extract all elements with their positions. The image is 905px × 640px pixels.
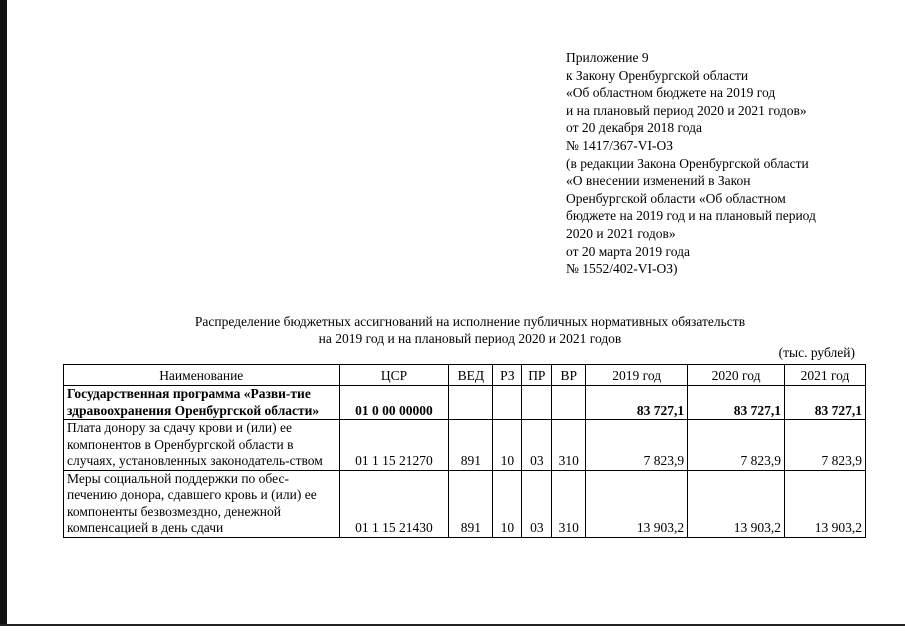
appendix-line: 2020 и 2021 годов» bbox=[566, 225, 676, 241]
header-2020: 2020 год bbox=[688, 365, 785, 386]
header-rz: РЗ bbox=[493, 365, 522, 386]
cell-rz: 10 bbox=[493, 420, 522, 471]
cell-ved: 891 bbox=[449, 420, 493, 471]
units-label: (тыс. рублей) bbox=[778, 345, 855, 360]
cell-rz: 10 bbox=[493, 470, 522, 537]
cell-rz bbox=[493, 386, 522, 420]
appendix-line: и на плановый период 2020 и 2021 годов» bbox=[566, 102, 807, 118]
cell-csr: 01 1 15 21270 bbox=[339, 420, 449, 471]
appendix-line: к Закону Оренбургской области bbox=[566, 67, 749, 83]
cell-name: Меры социальной поддержки по обес-печению донора, сдавшего кровь и (или) ее компоненты безвозмездно, денежной компенсацией в день сдачи bbox=[64, 470, 340, 537]
cell-name: Плата донору за сдачу крови и (или) ее компонентов в Оренбургской области в случаях, установленных законодатель-ством bbox=[64, 420, 340, 471]
header-vr: ВР bbox=[552, 365, 586, 386]
cell-2019: 7 823,9 bbox=[586, 420, 688, 471]
cell-2021: 7 823,9 bbox=[785, 420, 866, 471]
appendix-line: «Об областном бюджете на 2019 год bbox=[566, 85, 776, 101]
appendix-line: Оренбургской области «Об областном bbox=[566, 190, 786, 206]
cell-csr: 01 0 00 00000 bbox=[339, 386, 449, 420]
cell-2020: 7 823,9 bbox=[688, 420, 785, 471]
document-title bbox=[60, 313, 880, 347]
cell-2019: 83 727,1 bbox=[586, 386, 688, 420]
cell-2021: 83 727,1 bbox=[785, 386, 866, 420]
header-2019: 2019 год bbox=[586, 365, 688, 386]
budget-table bbox=[63, 364, 866, 538]
cell-csr: 01 1 15 21430 bbox=[339, 470, 449, 537]
header-csr: ЦСР bbox=[339, 365, 449, 386]
cell-vr: 310 bbox=[552, 420, 586, 471]
appendix-line: от 20 марта 2019 года bbox=[566, 243, 690, 259]
cell-pr: 03 bbox=[522, 420, 552, 471]
header-2021: 2021 год bbox=[785, 365, 866, 386]
header-pr: ПР bbox=[522, 365, 552, 386]
header-name: Наименование bbox=[64, 365, 340, 386]
cell-2019: 13 903,2 bbox=[586, 470, 688, 537]
cell-2021: 13 903,2 bbox=[785, 470, 866, 537]
cell-2020: 13 903,2 bbox=[688, 470, 785, 537]
appendix-line: № 1417/367-VI-ОЗ bbox=[566, 137, 674, 153]
appendix-line: № 1552/402-VI-ОЗ) bbox=[566, 261, 678, 277]
cell-pr bbox=[522, 386, 552, 420]
appendix-line: (в редакции Закона Оренбургской области bbox=[566, 155, 809, 171]
table-row bbox=[64, 470, 866, 537]
cell-vr bbox=[552, 386, 586, 420]
cell-vr: 310 bbox=[552, 470, 586, 537]
appendix-line: бюджете на 2019 год и на плановый период bbox=[566, 208, 816, 224]
cell-2020: 83 727,1 bbox=[688, 386, 785, 420]
document-title-line-2: на 2019 год и на плановый период 2020 и 2021 годов bbox=[318, 331, 622, 346]
table-row bbox=[64, 386, 866, 420]
document-title-line-1: Распределение бюджетных ассигнований на исполнение публичных нормативных обязательств bbox=[194, 314, 746, 329]
appendix-line: Приложение 9 bbox=[566, 50, 649, 65]
table-header-row bbox=[64, 365, 866, 386]
cell-name: Государственная программа «Разви-тие здравоохранения Оренбургской области» bbox=[64, 386, 340, 420]
cell-ved: 891 bbox=[449, 470, 493, 537]
cell-ved bbox=[449, 386, 493, 420]
appendix-header bbox=[566, 49, 896, 278]
header-ved: ВЕД bbox=[449, 365, 493, 386]
appendix-line: от 20 декабря 2018 года bbox=[566, 120, 702, 136]
appendix-line: «О внесении изменений в Закон bbox=[566, 173, 751, 189]
scan-left-border bbox=[0, 0, 7, 626]
cell-pr: 03 bbox=[522, 470, 552, 537]
table-row bbox=[64, 420, 866, 471]
scan-bottom-border bbox=[0, 624, 905, 626]
